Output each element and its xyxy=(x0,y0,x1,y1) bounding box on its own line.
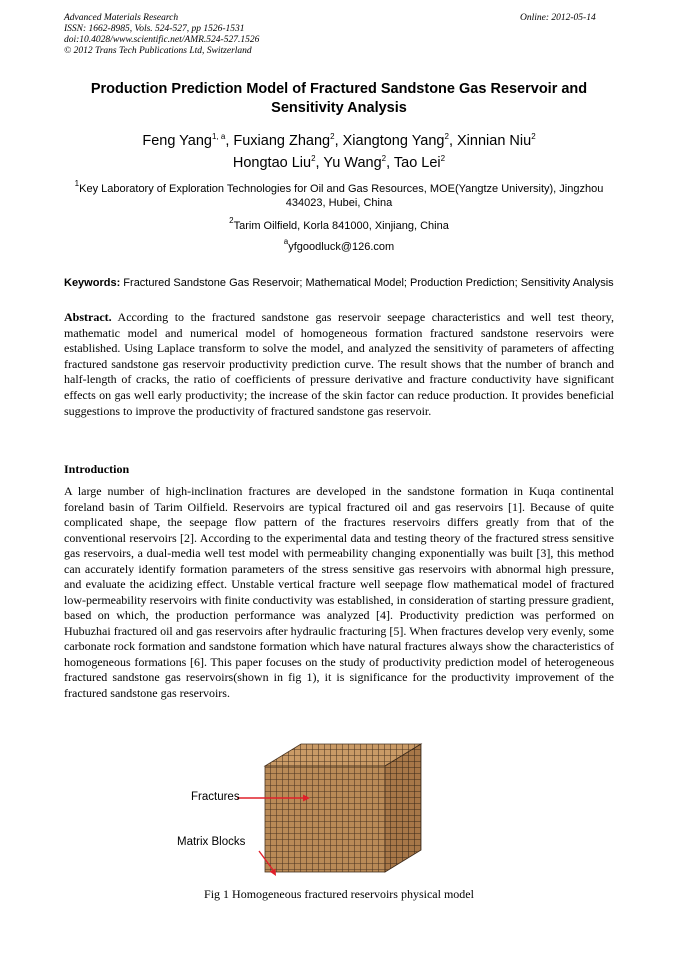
author-sup: 2 xyxy=(330,132,335,141)
author-name: Xinnian Niu xyxy=(457,133,532,149)
author-name: Xiangtong Yang xyxy=(342,133,445,149)
author-line-1 xyxy=(64,130,614,152)
block-front xyxy=(265,766,385,872)
author-list xyxy=(64,130,614,174)
author-sup: 1, a xyxy=(211,132,226,141)
label-matrix-blocks: Matrix Blocks xyxy=(177,836,246,848)
keywords xyxy=(64,276,614,291)
abstract-label: Abstract. xyxy=(64,310,112,324)
author-name: Tao Lei xyxy=(393,155,441,171)
author-sup: 2 xyxy=(440,154,446,163)
author-separator: , xyxy=(315,155,324,171)
author-separator: , xyxy=(386,155,394,171)
author-name: Yu Wang xyxy=(323,155,382,171)
journal-issn: ISSN: 1662-8985, Vols. 524-527, pp 1526-1531 xyxy=(64,24,245,34)
author-name: Fuxiang Zhang xyxy=(233,133,331,149)
affiliation-2 xyxy=(64,216,614,233)
author-line-2 xyxy=(64,152,614,174)
block-side xyxy=(385,744,421,872)
affiliation-sup: 2 xyxy=(229,216,234,225)
label-fractures: Fractures xyxy=(191,791,240,803)
abstract-text: According to the fractured sandstone gas reservoir seepage characteristics and well test theory, mathematic model and numerical model of homogeneous formation fractured sandstone reservoirs were established. Using Laplace transform to solve the model, and analyzed the sensitivity of parameters of affecting fractured sandstone gas reservoir productivity prediction curve. The result shows that the number of branch and half-length of cracks, the ratio of coefficients of pressure derivative and fracture conductivity have significant effects on gas well early productivity; the increase of the skin factor can reduce production. It provides beneficial suggestions to improve the productivity of fractured sandstone gas reservoir. xyxy=(64,310,614,418)
journal-name: Advanced Materials Research xyxy=(64,13,179,23)
author-email xyxy=(64,237,614,254)
author-separator: , xyxy=(334,133,343,149)
affiliation-text: Key Laboratory of Exploration Technologies for Oil and Gas Resources, MOE(Yangtze University), Jingzhou 434023, Hubei, China xyxy=(79,183,604,209)
author-sup: 2 xyxy=(381,154,387,163)
fractured-block-model xyxy=(175,738,515,878)
affiliation-sup: 1 xyxy=(74,179,80,188)
keywords-text: Fractured Sandstone Gas Reservoir; Mathematical Model; Production Prediction; Sensitivity Analysis xyxy=(120,277,614,289)
journal-copyright: © 2012 Trans Tech Publications Ltd, Switzerland xyxy=(64,46,252,56)
author-sup: 2 xyxy=(531,132,536,141)
email-sup: a xyxy=(283,237,289,246)
author-separator: , xyxy=(225,133,234,149)
affiliation-text: Tarim Oilfield, Korla 841000, Xinjiang, China xyxy=(233,220,449,232)
journal-header xyxy=(64,13,259,57)
section-heading-introduction: Introduction xyxy=(64,462,130,476)
abstract xyxy=(64,310,614,419)
paper-title: Production Prediction Model of Fractured Sandstone Gas Reservoir and Sensitivity Analysis xyxy=(90,81,588,116)
affiliation-1 xyxy=(64,179,614,210)
author-name: Hongtao Liu xyxy=(232,155,312,171)
online-date: Online: 2012-05-14 xyxy=(520,13,596,23)
journal-doi: doi:10.4028/www.scientific.net/AMR.524-527.1526 xyxy=(64,35,260,45)
author-name: Feng Yang xyxy=(142,133,212,149)
keywords-label: Keywords: xyxy=(64,277,121,289)
introduction-paragraph: A large number of high-inclination fractures are developed in the sandstone formation in Kuqa continental foreland basin of Tarim Oilfield. Reservoirs are typical fractured oil and gas reservoirs [1]. Because of quite complicated shape, the seepage flow pattern of the fractures reservoirs differs greatly from that of the conventional reservoirs [2]. According to the experimental data and testing theory of the fractured stress sensitive gas reservoirs, a dual-media well test model with permeability changing exponentially was built [3], this method can accurately identify formation parameters of the stress sensitive gas reservoirs with abnormal high pressure, and evaluate the acidizing effect. Unstable vertical fracture well seepage flow mathematical model of fractured low-permeability reservoirs with finite conductivity was established, in consideration of starting pressure gradient, based on which, the production performance was analyzed [4]. Productivity prediction was performed on Hubuzhai fractured oil and gas reservoirs after hydraulic fracturing [5]. When fractures develop very evenly, some carbonate rock formation and sandstone formation which have natural fractures always show the characteristics of homogeneous formations [6]. This paper focuses on the study of productivity prediction model of heterogeneous fractured sandstone gas reservoirs(shown in fig 1), it is significance for the productivity improvement of the fractured sandstone gas reservoirs. xyxy=(64,484,614,700)
figure-caption: Fig 1 Homogeneous fractured reservoirs physical model xyxy=(204,887,474,901)
author-sup: 2 xyxy=(444,132,449,141)
figure-1 xyxy=(175,738,515,878)
author-separator: , xyxy=(448,133,458,149)
email-address: yfgoodluck@126.com xyxy=(288,241,395,253)
author-sup: 2 xyxy=(311,154,316,163)
